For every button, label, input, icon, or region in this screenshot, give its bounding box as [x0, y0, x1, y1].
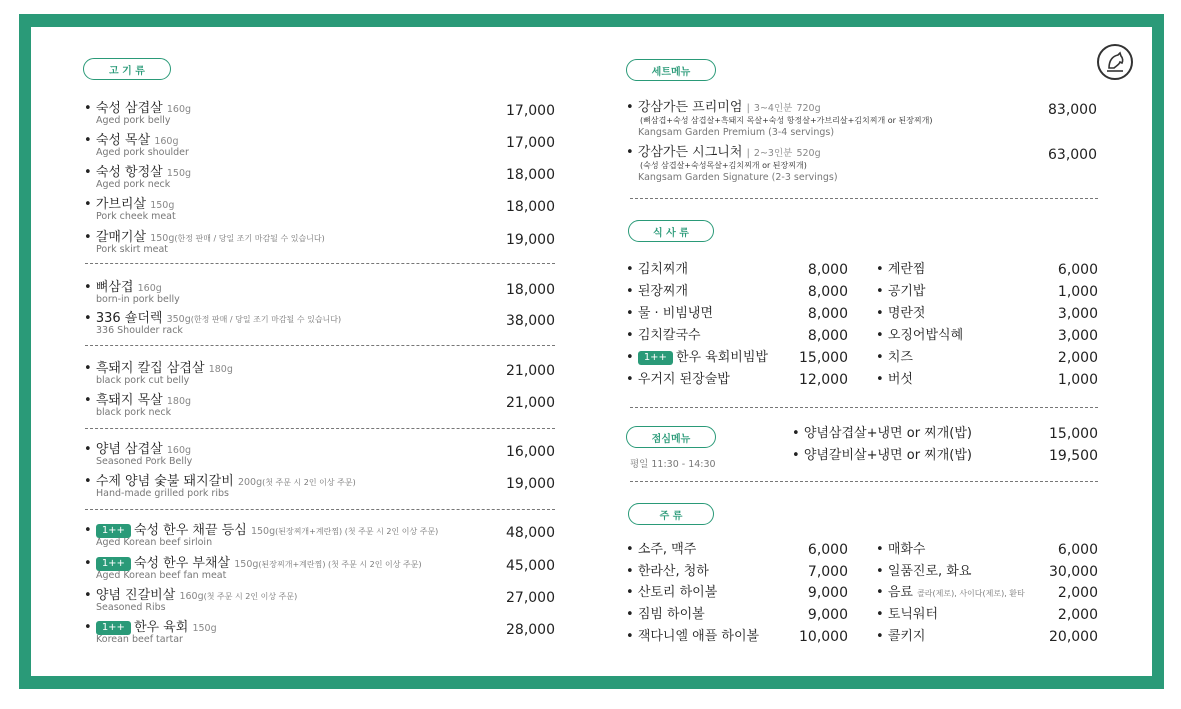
- lunch-item-name: [792, 426, 972, 442]
- item-name: 명란젓: [887, 306, 926, 321]
- meal-item-name: [626, 284, 688, 300]
- item-name: 숙성 삼겹살: [95, 101, 163, 116]
- item-weight: 180g: [208, 364, 233, 375]
- bullet-icon: •: [876, 262, 888, 277]
- item-name: 뼈삼겹: [95, 280, 134, 295]
- grade-badge: 1++: [638, 351, 673, 365]
- item-name: 김치칼국수: [637, 328, 701, 343]
- bullet-icon: •: [626, 607, 638, 622]
- item-price: 1,000: [1057, 284, 1098, 300]
- item-english-name: Hand-made grilled pork ribs: [96, 488, 229, 499]
- item-name: 물 · 비빔냉면: [637, 306, 713, 321]
- item-english-name: Pork cheek meat: [96, 211, 176, 222]
- item-price: 15,000: [1049, 426, 1098, 442]
- item-english-name: black pork cut belly: [96, 375, 190, 386]
- item-weight: 520g: [796, 148, 821, 159]
- drink-item-name: [626, 585, 717, 601]
- item-weight: 160g: [137, 283, 162, 294]
- item-weight: 150g: [234, 559, 259, 570]
- bullet-icon: •: [84, 361, 96, 376]
- item-name: 양념갈비살+냉면 or 찌개(밥): [803, 448, 972, 463]
- item-price: 10,000: [799, 629, 848, 645]
- grade-badge: 1++: [96, 557, 131, 571]
- meal-item-name: [626, 306, 713, 322]
- item-name: 매화수: [887, 542, 926, 557]
- item-note: (한정 판매 / 당일 조기 마감될 수 있습니다): [190, 315, 342, 324]
- bullet-icon: •: [876, 306, 888, 321]
- bullet-icon: •: [84, 311, 96, 326]
- item-price: 15,000: [799, 350, 848, 366]
- bullet-icon: •: [876, 328, 888, 343]
- drink-item-name: [626, 629, 759, 645]
- bullet-icon: •: [626, 629, 638, 644]
- item-name: 공기밥: [887, 284, 926, 299]
- item-weight: 150g: [166, 168, 192, 179]
- item-price: 18,000: [506, 282, 555, 298]
- item-weight: 150g: [150, 233, 175, 244]
- divider: [630, 407, 1098, 408]
- bullet-icon: •: [626, 350, 638, 365]
- item-name: 수제 양념 숯불 돼지갈비: [95, 474, 234, 489]
- item-name: 한우 육회비빔밥: [675, 350, 768, 365]
- item-name: 한우 육회: [133, 620, 189, 635]
- item-name: 양념삼겹살+냉면 or 찌개(밥): [803, 426, 972, 441]
- item-price: 21,000: [506, 395, 555, 411]
- item-price: 6,000: [1057, 542, 1098, 558]
- bullet-icon: •: [626, 306, 638, 321]
- item-price: 48,000: [506, 525, 555, 541]
- item-price: 45,000: [506, 558, 555, 574]
- section-title-set: 세트메뉴: [626, 59, 716, 81]
- item-name: 숙성 한우 부채살: [133, 556, 231, 571]
- item-price: 3,000: [1057, 328, 1098, 344]
- bullet-icon: •: [626, 542, 638, 557]
- bullet-icon: •: [84, 442, 96, 457]
- item-english-name: Kangsam Garden Premium (3-4 servings): [638, 127, 835, 138]
- item-note: (된장찌개+계란찜) (첫 주문 시 2인 이상 주문): [275, 527, 439, 536]
- item-name: 우거지 된장술밥: [637, 372, 730, 387]
- meal-item-name: [876, 284, 926, 300]
- meal-item-name: [626, 262, 688, 278]
- bullet-icon: •: [626, 262, 638, 277]
- item-name: 336 숄더렉: [95, 311, 163, 326]
- item-price: 9,000: [807, 585, 848, 601]
- item-english-name: Aged pork neck: [96, 179, 171, 190]
- set-item-description: (뼈삼겹+숙성 삼겹살+흑돼지 목살+숙성 항정살+가브리살+김치찌개 or 된장찌개): [640, 116, 933, 125]
- item-price: 38,000: [506, 313, 555, 329]
- item-price: 18,000: [506, 167, 555, 183]
- item-weight: 160g: [154, 136, 179, 147]
- divider: [85, 263, 555, 264]
- item-price: 8,000: [807, 262, 848, 278]
- bullet-icon: •: [84, 474, 96, 489]
- item-name: 김치찌개: [637, 262, 689, 277]
- item-price: 1,000: [1057, 372, 1098, 388]
- bullet-icon: •: [84, 280, 96, 295]
- meal-item-name: [876, 328, 963, 344]
- item-price: 9,000: [807, 607, 848, 623]
- item-note: (첫 주문 시 2인 이상 주문): [203, 592, 298, 601]
- item-note: (된장찌개+계란찜) (첫 주문 시 2인 이상 주문): [258, 560, 422, 569]
- meal-item-name: [876, 350, 913, 366]
- bullet-icon: •: [84, 556, 96, 571]
- item-name: 짐빔 하이볼: [637, 607, 705, 622]
- bullet-icon: •: [84, 523, 96, 538]
- item-name: 흑돼지 칼집 삼겹살: [95, 361, 205, 376]
- item-english-name: Korean beef tartar: [96, 634, 183, 645]
- bullet-icon: •: [84, 133, 96, 148]
- grade-badge: 1++: [96, 621, 131, 635]
- item-name: 소주, 맥주: [637, 542, 697, 557]
- bullet-icon: •: [626, 284, 638, 299]
- bullet-icon: •: [792, 448, 804, 463]
- section-title-lunch: 점심메뉴: [626, 426, 716, 448]
- item-price: 20,000: [1049, 629, 1098, 645]
- item-price: 19,500: [1049, 448, 1098, 464]
- bullet-icon: •: [876, 350, 888, 365]
- bullet-icon: •: [876, 607, 888, 622]
- item-name: 강삼가든 시그니처: [637, 145, 743, 160]
- item-name: 된장찌개: [637, 284, 689, 299]
- item-price: 21,000: [506, 363, 555, 379]
- item-separator: |: [746, 148, 750, 159]
- item-name: 잭다니엘 애플 하이볼: [637, 629, 760, 644]
- bullet-icon: •: [876, 585, 888, 600]
- bullet-icon: •: [84, 197, 96, 212]
- item-name: 가브리살: [95, 197, 147, 212]
- item-english-name: Aged pork shoulder: [96, 147, 189, 158]
- item-english-name: Aged pork belly: [96, 115, 171, 126]
- item-weight: 160g: [166, 104, 192, 115]
- item-price: 2,000: [1057, 350, 1098, 366]
- drink-item-name: [876, 629, 926, 645]
- item-english-name: 336 Shoulder rack: [96, 325, 183, 336]
- bullet-icon: •: [84, 393, 96, 408]
- meal-item-name: [626, 328, 701, 344]
- item-name: 계란찜: [887, 262, 926, 277]
- bullet-icon: •: [876, 284, 888, 299]
- bullet-icon: •: [876, 372, 888, 387]
- item-name: 음료: [887, 585, 913, 600]
- item-price: 12,000: [799, 372, 848, 388]
- item-name: 숙성 항정살: [95, 165, 163, 180]
- meal-item-name: [876, 372, 913, 388]
- item-note: (첫 주문 시 2인 이상 주문): [262, 478, 356, 487]
- divider: [85, 509, 555, 510]
- item-name: 버섯: [887, 372, 913, 387]
- divider: [85, 345, 555, 346]
- item-serving: 3~4인분: [753, 103, 793, 114]
- item-english-name: Seasoned Ribs: [96, 602, 166, 613]
- drink-item-name: [876, 607, 938, 623]
- item-english-name: Aged Korean beef fan meat: [96, 570, 227, 581]
- bullet-icon: •: [84, 165, 96, 180]
- item-weight: 150g: [192, 623, 217, 634]
- bullet-icon: •: [792, 426, 804, 441]
- item-english-name: black pork neck: [96, 407, 172, 418]
- item-english-name: born-in pork belly: [96, 294, 180, 305]
- item-name: 일품진로, 화요: [887, 564, 972, 579]
- item-name: 오징어밥식혜: [887, 328, 964, 343]
- item-note: (한정 판매 / 당일 조기 마감될 수 있습니다): [174, 234, 325, 243]
- item-weight: 160g: [179, 591, 204, 602]
- bullet-icon: •: [626, 372, 638, 387]
- item-note: 콜라(제로), 사이다(제로), 환타: [917, 589, 1025, 598]
- item-name: 숙성 목살: [95, 133, 151, 148]
- section-title-meat: 고 기 류: [83, 58, 171, 80]
- grade-badge: 1++: [96, 524, 131, 538]
- item-weight: 150g: [250, 526, 276, 537]
- item-name: 양념 진갈비살: [95, 588, 176, 603]
- item-weight: 350g: [166, 314, 191, 325]
- item-name: 치즈: [887, 350, 913, 365]
- divider: [85, 428, 555, 429]
- divider: [630, 198, 1098, 199]
- drink-item-name: [626, 542, 696, 558]
- meal-item-name: [626, 372, 730, 388]
- bullet-icon: •: [84, 230, 96, 245]
- item-price: 6,000: [807, 542, 848, 558]
- item-price: 8,000: [807, 284, 848, 300]
- section-title-drinks: 주 류: [628, 503, 714, 525]
- item-name: 갈매기살: [95, 230, 147, 245]
- item-price: 19,000: [506, 476, 555, 492]
- item-name: 토닉워터: [887, 607, 939, 622]
- item-price: 27,000: [506, 590, 555, 606]
- item-weight: 200g: [237, 477, 263, 488]
- bullet-icon: •: [626, 100, 638, 115]
- item-price: 18,000: [506, 199, 555, 215]
- bullet-icon: •: [626, 564, 638, 579]
- drink-item-name: [876, 585, 1025, 602]
- item-price: 8,000: [807, 306, 848, 322]
- item-price: 7,000: [807, 564, 848, 580]
- drink-item-name: [876, 542, 926, 558]
- item-name: 콜키지: [887, 629, 926, 644]
- item-price: 63,000: [1048, 147, 1097, 163]
- item-weight: 180g: [166, 396, 192, 407]
- item-price: 8,000: [807, 328, 848, 344]
- item-english-name: Kangsam Garden Signature (2-3 servings): [638, 172, 838, 183]
- bullet-icon: •: [876, 542, 888, 557]
- bullet-icon: •: [626, 145, 638, 160]
- bullet-icon: •: [876, 564, 888, 579]
- item-price: 30,000: [1049, 564, 1098, 580]
- item-separator: |: [746, 103, 750, 114]
- drink-item-name: [876, 564, 971, 580]
- meal-item-name: [626, 350, 768, 366]
- meal-item-name: [876, 306, 926, 322]
- lunch-hours: 평일 11:30 - 14:30: [630, 459, 716, 470]
- section-title-meal: 식 사 류: [628, 220, 714, 242]
- item-price: 3,000: [1057, 306, 1098, 322]
- item-weight: 150g: [150, 200, 175, 211]
- item-weight: 720g: [796, 103, 821, 114]
- item-price: 2,000: [1057, 585, 1098, 601]
- drink-item-name: [626, 564, 709, 580]
- item-weight: 160g: [166, 445, 192, 456]
- bullet-icon: •: [84, 620, 96, 635]
- lunch-item-name: [792, 448, 972, 464]
- drink-item-name: [626, 607, 705, 623]
- bullet-icon: •: [876, 629, 888, 644]
- item-name: 숙성 한우 채끝 등심: [133, 523, 247, 538]
- item-serving: 2~3인분: [753, 148, 793, 159]
- item-name: 한라산, 청하: [637, 564, 709, 579]
- divider: [630, 481, 1098, 482]
- item-name: 양념 삼겹살: [95, 442, 163, 457]
- item-english-name: Seasoned Pork Belly: [96, 456, 193, 467]
- item-price: 17,000: [506, 135, 555, 151]
- item-price: 19,000: [506, 232, 555, 248]
- bullet-icon: •: [84, 588, 96, 603]
- item-price: 17,000: [506, 103, 555, 119]
- item-english-name: Pork skirt meat: [96, 244, 169, 255]
- set-item-description: (숙성 삼겹살+숙성목살+김치찌개 or 된장찌개): [640, 161, 807, 170]
- item-price: 2,000: [1057, 607, 1098, 623]
- item-name: 강삼가든 프리미엄: [637, 100, 743, 115]
- bullet-icon: •: [626, 328, 638, 343]
- horse-logo-icon: [1097, 44, 1133, 80]
- item-name: 산토리 하이볼: [637, 585, 718, 600]
- meal-item-name: [876, 262, 926, 278]
- item-name: 흑돼지 목살: [95, 393, 163, 408]
- bullet-icon: •: [626, 585, 638, 600]
- item-english-name: Aged Korean beef sirloin: [96, 537, 213, 548]
- item-price: 83,000: [1048, 102, 1097, 118]
- item-price: 6,000: [1057, 262, 1098, 278]
- item-price: 28,000: [506, 622, 555, 638]
- bullet-icon: •: [84, 101, 96, 116]
- item-price: 16,000: [506, 444, 555, 460]
